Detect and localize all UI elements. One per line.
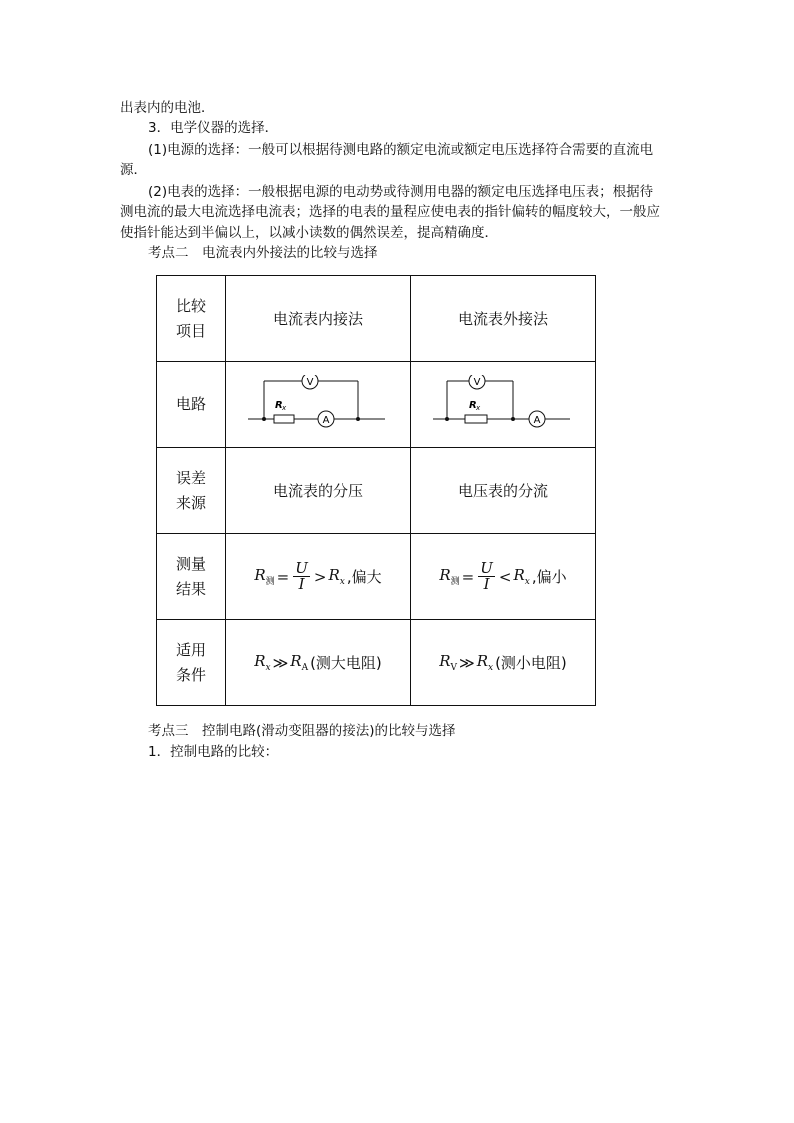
table-row-circuit [157,362,596,448]
header-label-cell [157,276,226,362]
svg-text:V: V [473,376,481,388]
applicable-internal: $R_x$ ≫ $R_A$ (测大电阻) [226,620,411,706]
table-row-applicable [157,620,596,706]
section-instrument-selection: 3．电学仪器的选择． [148,120,279,136]
error-source-label-line1: 误差 [175,468,206,487]
circuit-internal-diagram [248,375,388,431]
result-label-line1: 测量 [175,554,206,573]
table-row-header [157,276,596,362]
table-row-error-source [157,448,596,534]
result-label-line2: 结果 [175,579,206,598]
heading-topic-two: 考点二 电流表内外接法的比较与选择 [148,245,378,261]
result-label [157,534,226,620]
svg-text:x: x [282,403,287,412]
resistor-icon [274,415,294,423]
header-external-connection: 电流表外接法 [411,276,596,362]
header-internal-connection: 电流表内接法 [226,276,411,362]
paragraph-meter-selection-cont2: 使指针能达到半偏以上，以减小读数的偶然误差，提高精确度． [120,225,498,241]
result-internal-formula: $R_测$ = $\frac{U}{I}$ > $R_x$ ,偏大 [226,534,411,620]
circuit-internal-cell [226,362,411,448]
applicable-label-line2: 条件 [175,665,206,684]
paragraph-battery: 出表内的电池． [120,100,215,116]
svg-text:V: V [306,376,314,388]
paragraph-meter-selection: (2)电表的选择：一般根据电源的电动势或待测用电器的额定电压选择电压表；根据待 [148,184,654,200]
svg-text:R: R [275,399,283,411]
error-source-label [157,448,226,534]
error-source-internal: 电流表的分压 [226,448,411,534]
table-row-result [157,534,596,620]
svg-text:R: R [469,399,477,411]
header-label-line1: 比较 [175,296,206,315]
svg-text:A: A [533,414,541,426]
paragraph-power-source-cont: 源． [120,162,147,178]
paragraph-meter-selection-cont1: 测电流的最大电流选择电流表；选择的电表的量程应使电表的指针偏转的幅度较大，一般应 [120,204,660,220]
circuit-external-cell [411,362,596,448]
applicable-external: $R_V$ ≫ $R_x$ (测小电阻) [411,620,596,706]
error-source-external: 电压表的分流 [411,448,596,534]
applicable-label [157,620,226,706]
result-external-formula: $R_测$ = $\frac{U}{I}$ < $R_x$ ,偏小 [411,534,596,620]
applicable-label-line1: 适用 [175,640,206,659]
circuit-external-diagram [433,375,573,431]
heading-topic-three: 考点三 控制电路(滑动变阻器的接法)的比较与选择 [148,723,456,739]
svg-text:A: A [322,414,330,426]
resistor-icon [465,415,487,423]
item-control-circuit-comparison: 1．控制电路的比较： [148,744,279,760]
paragraph-power-source: (1)电源的选择：一般可以根据待测电路的额定电流或额定电压选择符合需要的直流电 [148,142,654,158]
error-source-label-line2: 来源 [175,493,206,512]
circuit-label: 电路 [157,362,226,448]
svg-text:x: x [476,403,481,412]
header-label-line2: 项目 [175,321,206,340]
comparison-table [156,275,596,706]
